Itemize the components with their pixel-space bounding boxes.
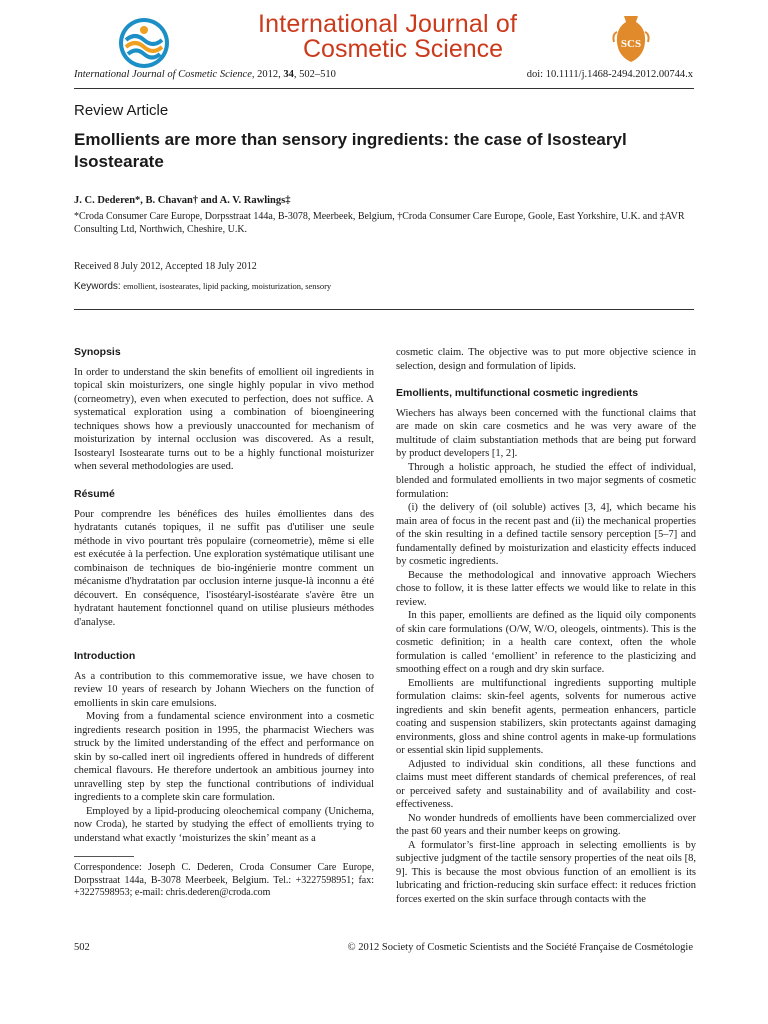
citation-volume: 34 <box>283 69 294 80</box>
keywords-list: emollient, isostearates, lipid packing, moisturization, sensory <box>123 281 332 291</box>
keywords-label: Keywords: <box>74 281 121 292</box>
citation-year: 2012, <box>254 69 284 80</box>
page-number: 502 <box>74 942 90 953</box>
received-dates: Received 8 July 2012, Accepted 18 July 2012 <box>74 261 257 272</box>
header-divider <box>74 88 694 89</box>
synopsis-text: In order to understand the skin benefits of emollient oil ingredients in topical skin moisturizers, one single highly popular in vivo method (corneometry), even when executed to perfection, does not suffice. A systematical exploration using a combination of bioengineering techniques shows how a previously unaccounted for mechanism of moisturization by internal occlusion was discovered. As a result, Isostearyl Isostearate turns out to be a highly functional moisturizer when several methodologies are used. <box>74 366 374 472</box>
body-paragraph: (i) the delivery of (oil soluble) actives [3, 4], which became his main area of focus in the recent past and (ii) the mechanical properties of the skin resulting in a defined tactile sensory perception [5–7] and fundamentally defined by moisturization and elasticity effects induced by cosmetic ingredients. <box>396 502 696 567</box>
resume-heading: Résumé <box>74 488 115 500</box>
synopsis-section <box>74 346 374 474</box>
citation-journal: International Journal of Cosmetic Science, <box>74 69 255 80</box>
body-paragraph: Wiechers has always been concerned with the functional claims that are made on skin care cosmetics and he was very aware of the multitude of claim substantiation methods that are being put forward by product developers [1, 2]. <box>396 407 696 459</box>
resume-section <box>74 488 374 629</box>
keywords <box>74 281 331 292</box>
body-paragraph: A formulator’s first-line approach in selecting emollients is by subjective judgment of the tactile sensory properties of the neat oils [8, 9]. This is because the most obvious function of an emollient is its lubricating and friction-reducing skin surface effect: it reduces friction forces exerted on the skin surface through contacts with the <box>396 839 696 905</box>
intro-paragraph: Employed by a lipid-producing oleochemical company (Unichema, now Croda), he started by studying the effect of emollients trying to understand what exactly ‘moisturizes the skin’ meant as a <box>74 805 374 844</box>
section-heading: Emollients, multifunctional cosmetic ingredients <box>396 387 639 399</box>
resume-text: Pour comprendre les bénéfices des huiles émollientes dans des hydratants cutanés topiques, il ne suffit pas d'utiliser une seule méthode in vivo pourtant très populaire (corneometrie), même si elle est exécutée à la perfection. Une exploration systématique utilisant une combinaison de techniques de bio-ingénierie montre comment un mécanisme d'hydratation par occlusion interne jusque-là inconnu a été découvert. En conséquence, l'isostéaryl-isostéarate s'avère être un hydratant hautement fonctionnel quand on utilise plusieurs méthodes d'analyse. <box>74 508 374 628</box>
citation-pages: , 502–510 <box>293 69 336 80</box>
citation <box>74 69 336 80</box>
body-paragraph: Through a holistic approach, he studied the effect of individual, blended and formulated emollients in two major segments of cosmetic formulation: <box>396 461 696 500</box>
intro-paragraph: As a contribution to this commemorative issue, we have chosen to review 10 years of research by Johann Wiechers on the function of emollients in skin care emulsions. <box>74 670 374 709</box>
intro-paragraph: Moving from a fundamental science environment into a cosmetic ingredients research position in 1995, the pharmacist Wiechers was struck by the limited understanding of the effect and performance on skin by so-called inert oil ingredients offered in hundreds of different chemical flavours. He therefore undertook an ambitious journey into unravelling step by step the functional contributions of individual ingredients to a complete skin care formulation. <box>74 711 374 803</box>
society-logo-icon <box>612 12 650 66</box>
footnote-divider <box>74 856 134 857</box>
copyright-notice: © 2012 Society of Cosmetic Scientists and the Société Française de Cosmétologie <box>347 942 693 953</box>
article-authors: J. C. Dederen*, B. Chavan† and A. V. Rawlings‡ <box>74 195 291 206</box>
body-paragraph: Emollients are multifunctional ingredients supporting multiple formulation claims: skin-feel agents, solvents for numerous active ingredients and skin benefit agents, permeation enhancers, particle coating and suspension stabilizers, skin protectants against damaging environments, gloss and shine control agents in make-up formulations or essential skin lipid supplements. <box>396 677 696 756</box>
introduction-heading: Introduction <box>74 650 136 662</box>
article-affiliations: *Croda Consumer Care Europe, Dorpsstraat 144a, B-3078, Meerbeek, Belgium, †Croda Consumer Care Europe, Goole, East Yorkshire, U.K. and ‡AVR Consulting Ltd, Northwich, Cheshire, U.K. <box>74 211 685 235</box>
journal-title-line1: International Journal of <box>258 10 518 38</box>
body-paragraph: Adjusted to individual skin conditions, all these functions and claims must meet different standards of chemical preferences, of real or perceived safety and sustainability and of availability and cost-effectiveness. <box>396 758 696 810</box>
society-logo-text: SCS <box>620 38 642 50</box>
body-paragraph: Because the methodological and innovative approach Wiechers chose to follow, it is these latter effects we would like to relate in this review. <box>396 569 696 608</box>
abstract-divider <box>74 309 694 310</box>
journal-logo-icon <box>117 16 171 70</box>
right-column <box>396 346 696 906</box>
body-paragraph: No wonder hundreds of emollients have been commercialized over the past 60 years and their number keeps on growing. <box>396 812 696 837</box>
body-paragraph: In this paper, emollients are defined as the liquid oily components of skin care formulations (O/W, W/O, oleogels, ointments). This is the cosmetic definition; in a health care context, often the whole formulation is called ‘emollient’ in reference to the plasticizing and smoothing effect on a rough and dry skin surface. <box>396 610 696 675</box>
introduction-section <box>74 650 374 845</box>
synopsis-heading: Synopsis <box>74 346 121 358</box>
article-title: Emollients are more than sensory ingredients: the case of Isostearyl Isostearate <box>74 130 627 171</box>
doi-link[interactable]: doi: 10.1111/j.1468-2494.2012.00744.x <box>526 69 693 80</box>
journal-title-line2: Cosmetic Science <box>303 35 504 63</box>
correspondence-note: Correspondence: Joseph C. Dederen, Croda Consumer Care Europe, Dorpsstraat 144a, B-3078 Meerbeek, Belgium. Tel.: +3227598951; fax: +3227598953; e-mail: chris.dederen@croda.com <box>74 862 374 898</box>
article-type: Review Article <box>74 102 169 119</box>
body-paragraph: cosmetic claim. The objective was to put more objective science in selection, design and formulation of lipids. <box>396 347 696 372</box>
